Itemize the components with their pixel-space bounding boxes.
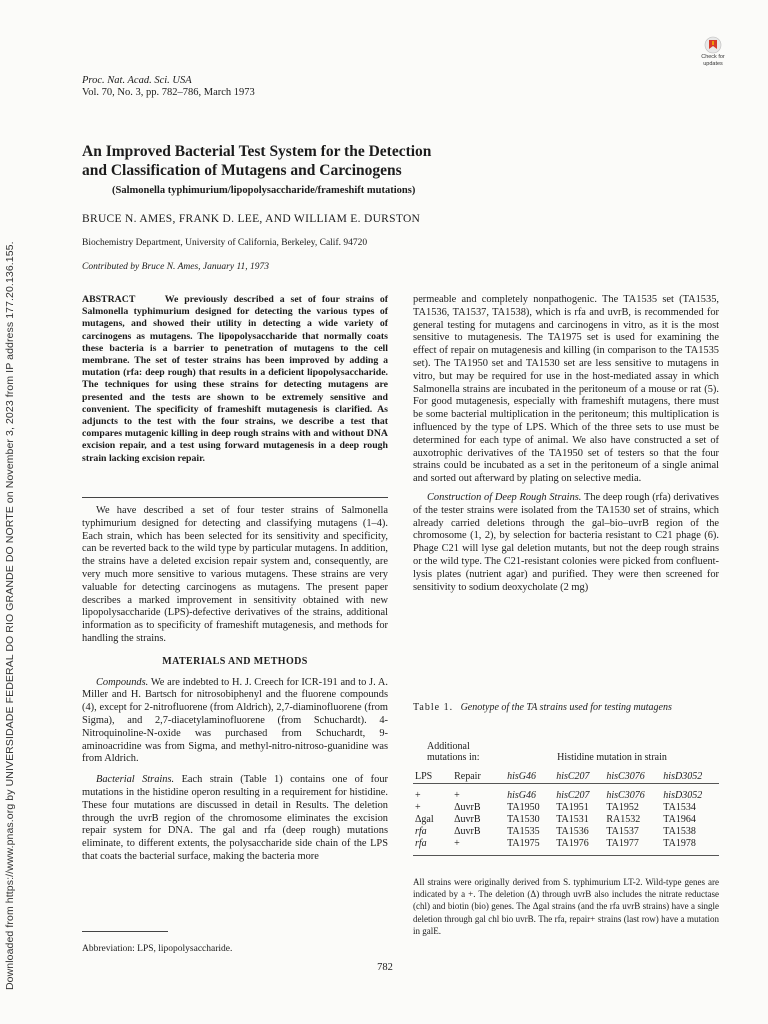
- journal-header: [82, 75, 255, 99]
- table-note: All strains were originally derived from S. typhimurium LT-2. Wild-type genes are indicated by a +. The deletion (Δ) through uvrB also includes the nitrate reductase (chl) and biotin (bio) genes. The Δgal strains (and the rfa uvrB strains) have a single deletion through gal chl bio uvrB. The rfa, repair+ strains (last row) have a mutation in galE.: [413, 877, 719, 936]
- cell-strain: TA1964: [663, 813, 696, 825]
- cell-strain: TA1535: [507, 825, 540, 837]
- compounds-text: We are indebted to H. J. Creech for ICR-191 and to J. A. Miller and H. Bartsch for nitrosobiphenyl and the fluorene compounds (4), except for 2-nitrofluorene (from Aldrich), 2,7-diaminofluorene (from Sigma), and 2,7-diacetylaminofluorene (from Schuchardt). 4-Nitroquinoline-N-oxide was purchased from Schuchardt, 9-aminoacridine was from Sigma, and methyl-nitro-nitroso-guanidine was from Aldrich.: [82, 676, 388, 765]
- strains-label: Bacterial Strains.: [96, 774, 175, 786]
- construction-paragraph: [413, 492, 719, 594]
- contributed-by: Contributed by Bruce N. Ames, January 11, 1973: [82, 262, 269, 272]
- col-header-lps: LPS: [415, 770, 433, 782]
- construction-text: The deep rough (rfa) derivatives of the tester strains were isolated from the TA1530 set of strains, which already carried deletions through the gal–bio–uvrB region of the chromosome (1, 2), by selection for bacteria resistant to C21 phage (6). Phage C21 will lyse gal deletion mutants, but not the deep rough strains or the wild type. The C21-resistant colonies were picked from confluent-lysis plates (nutrient agar) and purified. They were then screened for sensitivity to sodium deoxycholate (2 mg): [413, 491, 719, 593]
- methods-heading: MATERIALS AND METHODS: [162, 655, 308, 667]
- table-column-header-row: [413, 763, 719, 784]
- cell-repair: ΔuvrB: [454, 825, 481, 837]
- cell-strain: TA1531: [556, 813, 589, 825]
- download-notice: [2, 241, 16, 990]
- cell-strain: RA1532: [606, 813, 641, 825]
- genotype-table: [413, 741, 719, 856]
- table-number: Table 1.: [413, 702, 454, 713]
- abstract-divider: [82, 497, 388, 498]
- cell-strain: TA1950: [507, 801, 540, 813]
- cell-repair: ΔuvrB: [454, 813, 481, 825]
- affiliation: Biochemistry Department, University of California, Berkeley, Calif. 94720: [82, 238, 368, 248]
- journal-name: Proc. Nat. Acad. Sci. USA: [82, 75, 192, 86]
- table-caption-text: Genotype of the TA strains used for testing mutagens: [460, 702, 672, 713]
- cell-repair: +: [454, 837, 460, 849]
- cell-strain: hisD3052: [663, 789, 703, 801]
- group-header-line-2: mutations in:: [427, 752, 480, 763]
- cell-lps: Δgal: [415, 813, 434, 825]
- cell-lps: +: [415, 789, 421, 801]
- cell-strain: hisC3076: [606, 789, 645, 801]
- cell-repair: +: [454, 789, 460, 801]
- group-header: [413, 741, 505, 763]
- compounds-label: Compounds.: [96, 676, 149, 688]
- page-number: 782: [377, 962, 393, 973]
- table-row: [413, 813, 719, 825]
- cell-strain: TA1530: [507, 813, 540, 825]
- col-header-repair: Repair: [454, 770, 481, 782]
- cell-strain: TA1952: [606, 801, 639, 813]
- strains-paragraph: [82, 774, 388, 864]
- cell-lps: rfa: [415, 837, 427, 849]
- table-row: [413, 837, 719, 856]
- group-header-line-1: Additional: [427, 741, 470, 752]
- journal-issue: Vol. 70, No. 3, pp. 782–786, March 1973: [82, 87, 255, 98]
- cell-strain: TA1534: [663, 801, 696, 813]
- cell-strain: TA1975: [507, 837, 540, 849]
- compounds-paragraph: [82, 677, 388, 767]
- check-for-updates-badge[interactable]: [694, 36, 732, 67]
- table-row: [413, 825, 719, 837]
- table-caption: [413, 702, 719, 714]
- col-header-his-3: hisC3076: [606, 770, 645, 782]
- cell-strain: TA1977: [606, 837, 639, 849]
- right-paragraph-1: permeable and completely nonpathogenic. The TA1535 set (TA1535, TA1536, TA1537, TA1538), which is rfa and uvrB, is recommended for general testing for mutagens and carcinogens in vitro, as it is the most sensitive to mutagenesis. The TA1975 set is used for examining the effect of repair on mutagenesis and killing (in comparison to the TA1535 set). The TA1950 set and TA1530 set are less sensitive to mutagens in vitro, but may be required for use in the host-mediated assay in which Salmonella strains are incubated in the peritoneum of a mouse or rat (5). For good mutagenesis, especially with frameshift mutagens, there must be some bacterial multiplication in the peritoneum; this multiplication is influenced by the type of LPS. Which of the three sets to use must be determined for each type of animal. We also have constructed a set of auxotrophic derivatives of the TA1950 set of testers so that the four strains could be incubated as a set in the peritoneum of a single animal and sorted out afterward by plating on selective media.: [413, 294, 719, 485]
- span-header: Histidine mutation in strain: [557, 752, 667, 763]
- left-column-body: [82, 505, 388, 864]
- cell-strain: TA1536: [556, 825, 589, 837]
- cell-strain: TA1538: [663, 825, 696, 837]
- authors: BRUCE N. AMES, FRANK D. LEE, AND WILLIAM E. DURSTON: [82, 213, 421, 225]
- cell-strain: TA1976: [556, 837, 589, 849]
- footnote: Abbreviation: LPS, lipopolysaccharide.: [82, 944, 233, 954]
- keywords: (Salmonella typhimurium/lipopolysaccharide/frameshift mutations): [112, 185, 416, 196]
- cell-repair: ΔuvrB: [454, 801, 481, 813]
- col-header-his-4: hisD3052: [663, 770, 703, 782]
- strains-text: Each strain (Table 1) contains one of four mutations in the histidine operon resulting in a requirement for histidine. These four mutations are discussed in detail in Results. The deletion through the uvrB region of the chromosome eliminates the excision repair system for DNA. The gal and rfa (deep rough) mutations eliminate, to different extents, the polysaccharide side chain of the LPS that coats the bacterial surface, making the bacteria more: [82, 774, 388, 862]
- footnote-divider: [82, 931, 168, 932]
- table-row: [413, 801, 719, 813]
- cell-strain: TA1951: [556, 801, 589, 813]
- cell-strain: hisG46: [507, 789, 536, 801]
- table-group-header-row: [413, 741, 719, 763]
- cell-strain: TA1537: [606, 825, 639, 837]
- check-updates-line2: updates: [703, 60, 723, 67]
- cell-lps: +: [415, 801, 421, 813]
- construction-label: Construction of Deep Rough Strains.: [427, 491, 582, 503]
- right-column: [413, 294, 719, 594]
- table-row: [413, 784, 719, 802]
- col-header-his-2: hisC207: [556, 770, 590, 782]
- download-notice-text: Downloaded from https://www.pnas.org by UNIVERSIDADE FEDERAL DO RIO GRANDE DO NORTE on November 3, 2023 from IP address 177.20.136.155.: [4, 241, 16, 990]
- abstract-label: ABSTRACT: [82, 294, 136, 305]
- title-line-1: An Improved Bacterial Test System for the Detection: [82, 143, 432, 160]
- title-line-2: and Classification of Mutagens and Carcinogens: [82, 162, 402, 179]
- left-column: [82, 294, 388, 465]
- check-updates-icon: [704, 36, 722, 54]
- abstract-text: We previously described a set of four strains of Salmonella typhimurium designed for detecting the various types of mutagens, and showed their utility in detecting a wide variety of carcinogens as mutagens. The lipopolysaccharide that normally coats these bacteria is a barrier to penetration of mutagens to the cell membrane. The set of tester strains has been improved by adding a mutation (rfa: deep rough) that results in a deficient lipopolysaccharide. The techniques for using these strains for detecting mutagens are presented and the tests are shown to be extremely sensitive and convenient. The specificity of frameshift mutagenesis is clarified. As adjuncts to the test with the four strains, we describe a test that compares mutagenic killing in deep rough strains with and without DNA excision repair, and a test using forward mutagenesis in a deep rough strain lacking excision repair.: [82, 294, 388, 464]
- cell-strain: hisC207: [556, 789, 590, 801]
- abstract: [82, 294, 388, 465]
- check-updates-line1: Check for: [701, 54, 725, 60]
- intro-paragraph: We have described a set of four tester strains of Salmonella typhimurium designed for detecting and classifying mutagens (1–4). Each strain, which has been selected for its sensitivity and specificity, can be reverted back to the wild type by particular mutagens. In addition, the strains have a deleted excision repair system and, consequently, are very much more sensitive to various mutagens. These strains are very valuable for detecting carcinogens as mutagens. The present paper describes a marked improvement in sensitivity obtained with new lipopolysaccharide (LPS)-defective derivatives of the strains, additional information as to specificity of frameshift mutagenesis, and methods for handling the strains.: [82, 505, 388, 644]
- col-header-his-1: hisG46: [507, 770, 536, 782]
- cell-lps: rfa: [415, 825, 427, 837]
- cell-strain: TA1978: [663, 837, 696, 849]
- paper-title: [82, 142, 622, 180]
